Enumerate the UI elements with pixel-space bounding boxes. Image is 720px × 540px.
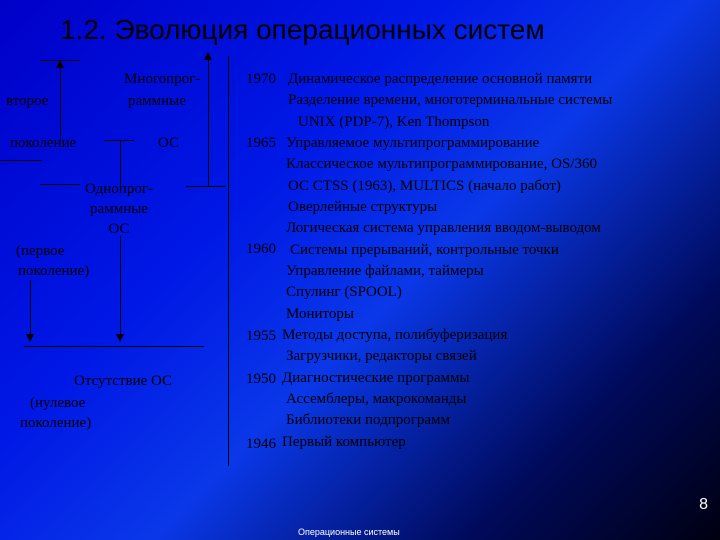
year-label: 1946 [246, 436, 276, 452]
timeline-event: Методы доступа, полибуферизация [282, 327, 508, 343]
label-multiprog-2: раммные [128, 93, 186, 109]
timeline-event: Системы прерываний, контрольные точки [290, 242, 559, 258]
label-second: второе [6, 93, 49, 109]
year-label: 1950 [246, 371, 276, 387]
year-label: 1970 [246, 71, 276, 87]
footer-text: Операционные системы [298, 527, 400, 537]
timeline-separator [228, 56, 229, 466]
timeline-event: Управляемое мультипрограммирование [286, 135, 540, 151]
label-first-2: поколение) [18, 263, 90, 279]
timeline-event: UNIX (PDP-7), Ken Thompson [298, 114, 490, 130]
timeline-event: Спулинг (SPOOL) [286, 284, 402, 300]
arrow-down-icon [26, 334, 34, 342]
timeline-event: Первый компьютер [282, 434, 406, 450]
arrow-line [60, 66, 61, 140]
timeline-event: Загрузчики, редакторы связей [286, 348, 477, 364]
label-multiprog-1: Многопрог- [124, 71, 201, 87]
timeline-event: Логическая система управления вводом-выводом [286, 220, 601, 236]
arrow-line [30, 280, 31, 336]
arrow-line [120, 236, 121, 336]
divider-line [24, 346, 204, 347]
label-noos-1: Отсутствие ОС [74, 373, 173, 389]
page-number: 8 [699, 496, 708, 513]
arrow-up-icon [56, 60, 64, 68]
divider-line [0, 160, 42, 161]
label-generation: поколение [10, 135, 77, 151]
year-label: 1955 [246, 328, 276, 344]
label-single-3: ОС [108, 221, 130, 237]
timeline-event: Диагностические программы [282, 370, 470, 386]
label-noos-2: (нулевое [30, 395, 86, 411]
arrow-down-icon [116, 334, 124, 342]
timeline-event: Управление файлами, таймеры [286, 263, 484, 279]
label-os-top: ОС [158, 135, 180, 151]
timeline-event: Оверлейные структуры [288, 199, 438, 215]
timeline-event: ОС CTSS (1963), MULTICS (начало работ) [288, 178, 561, 194]
timeline-event: Динамическое распределение основной памяти [288, 71, 593, 87]
slide-title: 1.2. Эволюция операционных систем [60, 14, 545, 45]
year-label: 1965 [246, 135, 276, 151]
timeline-event: Мониторы [286, 306, 354, 322]
divider-line [104, 140, 134, 141]
arrow-line [208, 58, 209, 186]
timeline-event: Разделение времени, многотерминальные системы [288, 92, 613, 108]
timeline-event: Библиотеки подпрограмм [286, 412, 451, 428]
label-noos-3: поколение) [20, 415, 92, 431]
label-single-2: раммные [90, 201, 148, 217]
arrow-up-icon [204, 52, 212, 60]
label-first-1: (первое [16, 243, 65, 259]
divider-line [186, 186, 226, 187]
year-label: 1960 [246, 241, 276, 257]
timeline-event: Ассемблеры, макрокоманды [286, 391, 467, 407]
timeline-event: Классическое мультипрограммирование, OS/360 [286, 156, 597, 172]
label-single-1: Однопрог- [85, 181, 153, 197]
